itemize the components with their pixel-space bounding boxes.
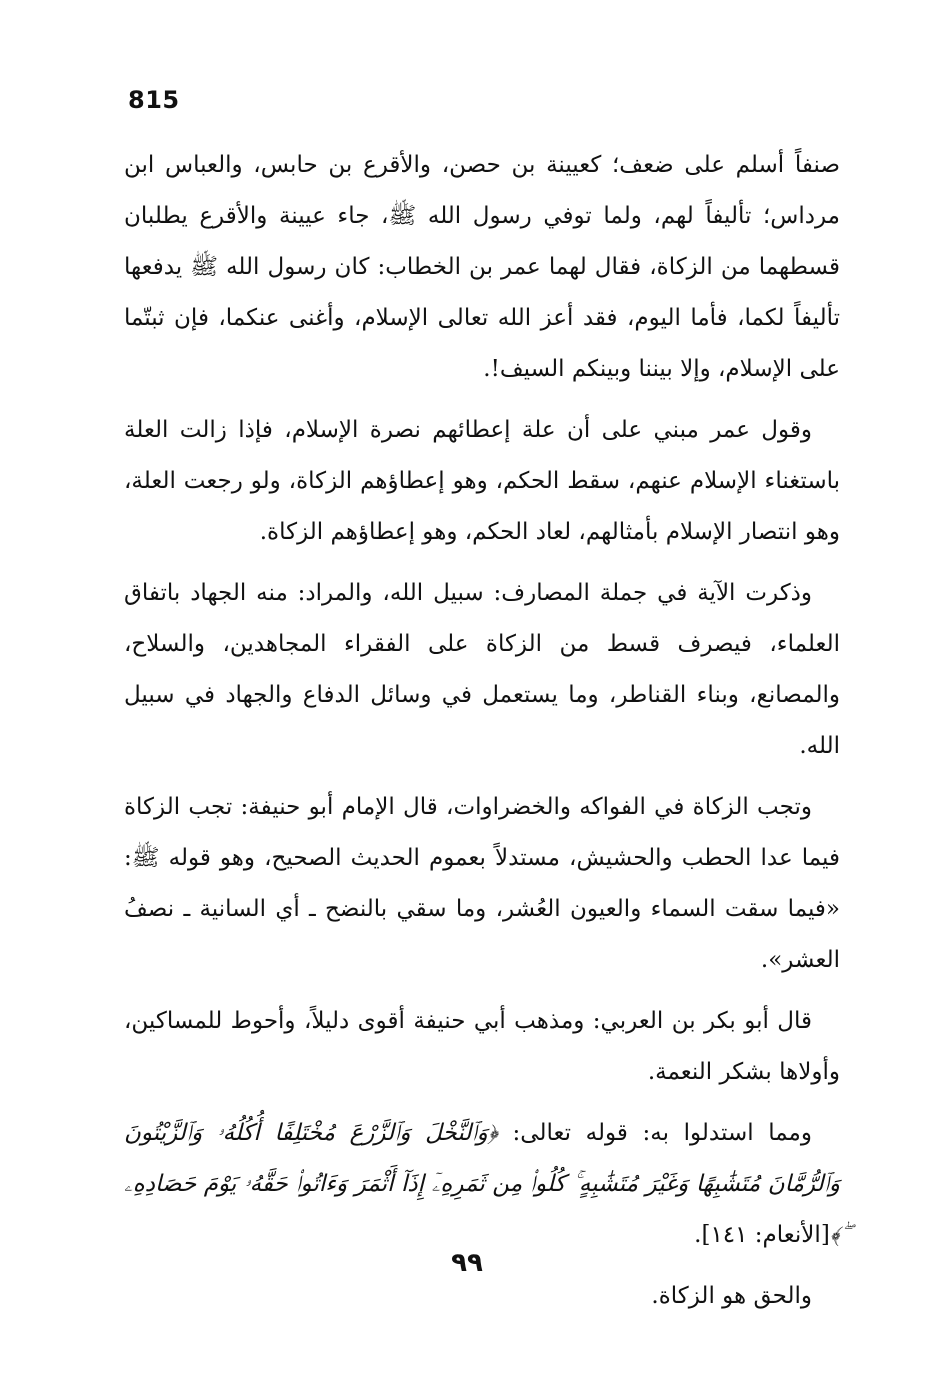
document-body <box>124 140 840 1332</box>
verse-intro: ومما استدلوا به: قوله تعالى: <box>497 1120 812 1146</box>
paragraph-2: وقول عمر مبني على أن علة إعطائهم نصرة الإسلام، فإذا زالت العلة باستغناء الإسلام عنهم، سقط الحكم، وهو إعطاؤهم الزكاة، ولو رجعت العلة، وهو انتصار الإسلام بأمثالهم، لعاد الحكم، وهو إعطاؤهم الزكاة. <box>124 417 840 545</box>
paragraph-3: وذكرت الآية في جملة المصارف: سبيل الله، والمراد: منه الجهاد باتفاق العلماء، فيصرف قسط من الزكاة على الفقراء المجاهدين، والسلاح، والمصانع، وبناء القناطر، وما يستعمل في وسائل الدفاع والجهاد في سبيل الله. <box>124 580 840 759</box>
paragraph-1: صنفاً أسلم على ضعف؛ كعيينة بن حصن، والأقرع بن حابس، والعباس ابن مرداس؛ تأليفاً لهم، ولما توفي رسول الله ﷺ، جاء عيينة والأقرع يطلبان قسطهما من الزكاة، فقال لهما عمر بن الخطاب: كان رسول الله ﷺ يدفعها تأليفاً لكما، فأما اليوم، فقد أعز الله تعالى الإسلام، وأغنى عنكما، فإن ثبتّما على الإسلام، وإلا بيننا وبينكم السيف!. <box>124 152 840 382</box>
verse-reference: [الأنعام: ١٤١]. <box>694 1222 830 1248</box>
paragraph-4: وتجب الزكاة في الفواكه والخضراوات، قال الإمام أبو حنيفة: تجب الزكاة فيما عدا الحطب والحشيش، مستدلاً بعموم الحديث الصحيح، وهو قوله ﷺ: «فيما سقت السماء والعيون العُشر، وما سقي بالنضح ـ أي السانية ـ نصفُ العشر». <box>124 794 840 973</box>
paragraph-6-quran-verse <box>124 1108 840 1261</box>
quran-verse: ﴿وَٱلنَّخْلَ وَٱلزَّرْعَ مُخْتَلِفًا أُكُلُهُۥ وَٱلزَّيْتُونَ وَٱلرُّمَّانَ مُتَشَٰبِهًا وَغَيْرَ مُتَشَٰبِهٍ ۚ كُلُوا۟ مِن ثَمَرِهِۦٓ إِذَآ أَثْمَرَ وَءَاتُوا۟ حَقَّهُۥ يَوْمَ حَصَادِهِۦ ۖ﴾ <box>124 1120 840 1248</box>
page-number: 815 <box>128 86 180 114</box>
paragraph-5: قال أبو بكر بن العربي: ومذهب أبي حنيفة أقوى دليلاً، وأحوط للمساكين، وأولاها بشكر النعمة. <box>124 1008 840 1085</box>
footer-page-number: ٩٩ <box>451 1248 483 1278</box>
paragraph-7: والحق هو الزكاة. <box>651 1283 812 1309</box>
